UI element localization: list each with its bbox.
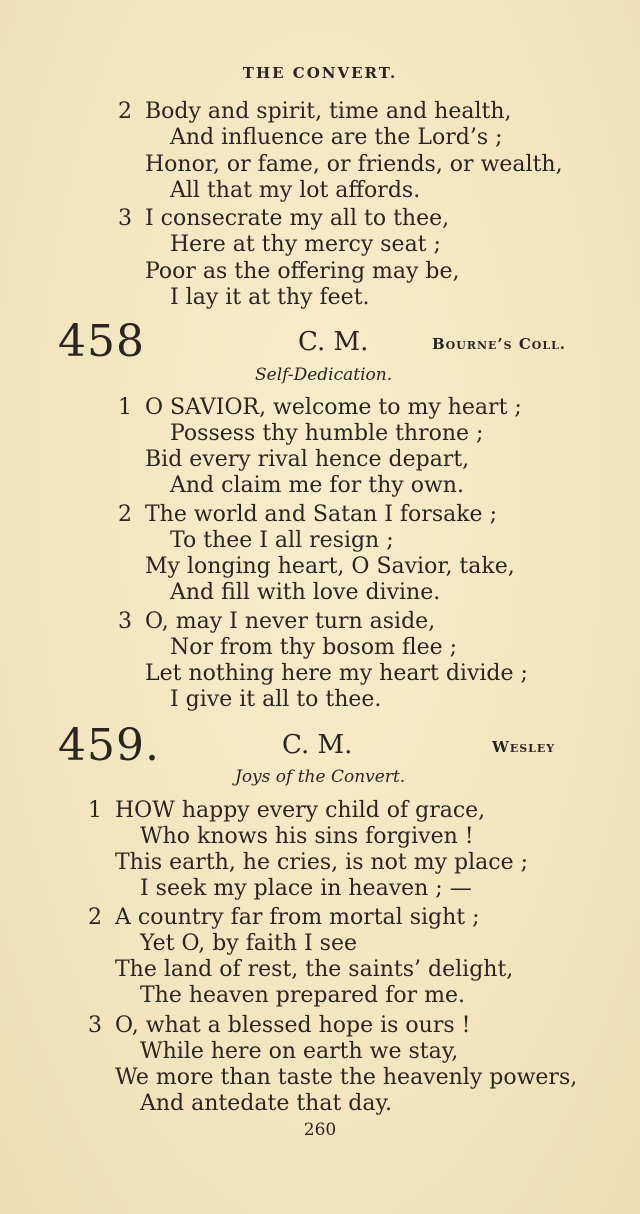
verse-line: And influence are the Lord’s ; (170, 125, 503, 150)
stanza-number: 2 (88, 905, 102, 930)
hymn-meter: C. M. (298, 327, 369, 357)
verse-line: Nor from thy bosom flee ; (170, 635, 458, 660)
verse-line: To thee I all resign ; (170, 528, 394, 553)
verse-line: Honor, or fame, or friends, or wealth, (145, 152, 563, 177)
verse-line: My longing heart, O Savior, take, (145, 554, 515, 579)
stanza-number: 3 (88, 1013, 102, 1038)
hymn-number: 458 (58, 316, 145, 367)
verse-line: The heaven prepared for me. (140, 983, 465, 1008)
verse-line: O, may I never turn aside, (145, 609, 436, 634)
verse-line: Yet O, by faith I see (140, 931, 358, 956)
verse-line: This earth, he cries, is not my place ; (115, 850, 528, 875)
page-number: 260 (303, 1120, 337, 1140)
verse-line: The land of rest, the saints’ delight, (115, 957, 514, 982)
stanza-number: 1 (118, 395, 132, 420)
verse-line: Body and spirit, time and health, (145, 99, 512, 124)
verse-line: I consecrate my all to thee, (145, 206, 450, 231)
stanza-number: 3 (118, 609, 132, 634)
stanza-number: 1 (88, 798, 102, 823)
hymn-meter: C. M. (282, 730, 353, 760)
verse-line: And fill with love divine. (170, 580, 441, 605)
verse-line: We more than taste the heavenly powers, (115, 1065, 578, 1090)
tune-name: Bourne’s Coll. (432, 335, 567, 353)
tune-name: Wesley (492, 738, 556, 756)
verse-line: I give it all to thee. (170, 687, 382, 712)
hymn-subtitle: Self-Dedication. (255, 365, 393, 385)
verse-line: A country far from mortal sight ; (115, 905, 480, 930)
verse-line: Bid every rival hence depart, (145, 447, 470, 472)
verse-line: All that my lot affords. (170, 178, 421, 203)
verse-line: I seek my place in heaven ; — (140, 876, 472, 901)
verse-line: Let nothing here my heart divide ; (145, 661, 528, 686)
verse-line: While here on earth we stay, (140, 1039, 459, 1064)
stanza-number: 2 (118, 502, 132, 527)
verse-line: O, what a blessed hope is ours ! (115, 1013, 471, 1038)
running-head: THE CONVERT. (242, 64, 398, 82)
verse-line: Here at thy mercy seat ; (170, 232, 441, 257)
verse-line: The world and Satan I forsake ; (145, 502, 497, 527)
verse-line: And claim me for thy own. (170, 473, 464, 498)
hymn-number: 459. (58, 720, 160, 771)
verse-line: I lay it at thy feet. (170, 285, 370, 310)
verse-line: Possess thy humble throne ; (170, 421, 484, 446)
stanza-number: 3 (118, 206, 132, 231)
verse-line: Who knows his sins forgiven ! (140, 824, 474, 849)
verse-line: And antedate that day. (140, 1091, 392, 1116)
verse-line: O SAVIOR, welcome to my heart ; (145, 395, 522, 420)
stanza-number: 2 (118, 99, 132, 124)
verse-line: Poor as the offering may be, (145, 259, 460, 284)
hymn-subtitle: Joys of the Convert. (235, 767, 406, 787)
verse-line: HOW happy every child of grace, (115, 798, 486, 823)
